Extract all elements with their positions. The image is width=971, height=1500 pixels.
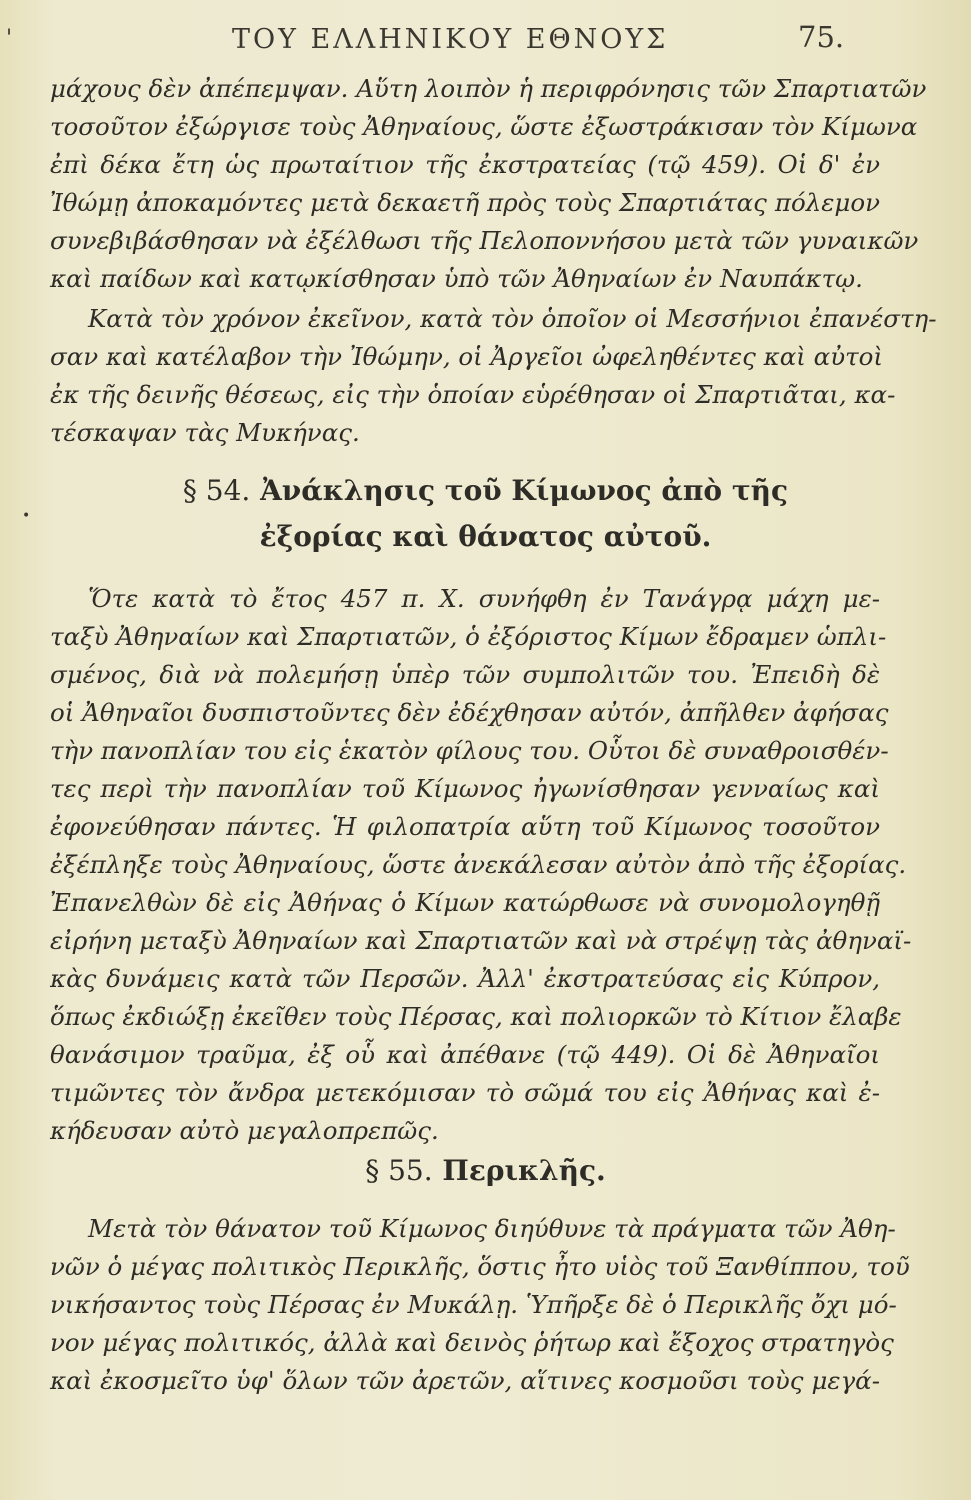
text-line: ὅπως ἐκδιώξῃ ἐκεῖθεν τοὺς Πέρσας, καὶ πολιορκῶν τὸ Κίτιον ἔλαβε (50, 1002, 902, 1031)
section-title: Περικλῆς. (442, 1154, 606, 1187)
text-line: νικήσαντος τοὺς Πέρσας ἐν Μυκάλῃ. Ὑπῆρξε δὲ ὁ Περικλῆς ὄχι μό- (50, 1290, 897, 1319)
text-line: θανάσιμον τραῦμα, ἐξ οὗ καὶ ἀπέθανε (τῷ 449). Οἱ δὲ Ἀθηναῖοι (50, 1040, 880, 1069)
text-line: τέσκαψαν τὰς Μυκήνας. (50, 418, 360, 447)
text-line: ἐφονεύθησαν πάντες. Ἡ φιλοπατρία αὕτη τοῦ Κίμωνος τοσοῦτον (50, 812, 880, 841)
text-line: συνεβιβάσθησαν νὰ ἐξέλθωσι τῆς Πελοποννήσου μετὰ τῶν γυναικῶν (50, 226, 919, 255)
text-line: Ἰθώμῃ ἀποκαμόντες μετὰ δεκαετῆ πρὸς τοὺς Σπαρτιάτας πόλεμον (50, 188, 880, 217)
running-head (0, 20, 971, 60)
text-line: σαν καὶ κατέλαβον τὴν Ἰθώμην, οἱ Ἀργεῖοι ὠφεληθέντες καὶ αὐτοὶ (50, 342, 884, 371)
text-line: τοσοῦτον ἐξώργισε τοὺς Ἀθηναίους, ὥστε ἐξωστράκισαν τὸν Κίμωνα (50, 112, 918, 141)
text-line: τες περὶ τὴν πανοπλίαν τοῦ Κίμωνος ἠγωνίσθησαν γενναίως καὶ (50, 774, 880, 803)
text-line: κὰς δυνάμεις κατὰ τῶν Περσῶν. Ἀλλ' ἐκστρατεύσας εἰς Κύπρον, (50, 964, 880, 993)
text-line: ἐκ τῆς δεινῆς θέσεως, εἰς τὴν ὁποίαν εὑρέθησαν οἱ Σπαρτιᾶται, κα- (50, 380, 896, 409)
text-line: τιμῶντες τὸν ἄνδρα μετεκόμισαν τὸ σῶμά του εἰς Ἀθήνας καὶ ἐ- (50, 1078, 880, 1107)
section-54-heading (0, 474, 971, 507)
running-title: ΤΟΥ ΕΛΛΗΝΙΚΟΥ ΕΘΝΟΥΣ (232, 24, 669, 55)
section-number: § 55. (365, 1154, 433, 1187)
text-line: νῶν ὁ μέγας πολιτικὸς Περικλῆς, ὅστις ἦτο υἱὸς τοῦ Ξανθίππου, τοῦ (50, 1252, 910, 1281)
margin-bullet-mark: • (22, 508, 31, 524)
text-line: εἰρήνη μεταξὺ Ἀθηναίων καὶ Σπαρτιατῶν καὶ νὰ στρέψῃ τὰς ἀθηναϊ- (50, 926, 912, 955)
section-number: § 54. (182, 474, 251, 507)
margin-tick-mark: ' (6, 26, 13, 51)
page-number: 75. (798, 20, 845, 54)
text-line: Ὅτε κατὰ τὸ ἔτος 457 π. Χ. συνήφθη ἐν Τανάγρᾳ μάχη με- (88, 584, 880, 613)
text-line: μάχους δὲν ἀπέπεμψαν. Αὕτη λοιπὸν ἡ περιφρόνησις τῶν Σπαρτιατῶν (50, 74, 927, 103)
text-line: καὶ παίδων καὶ κατῳκίσθησαν ὑπὸ τῶν Ἀθηναίων ἐν Ναυπάκτῳ. (50, 264, 863, 293)
text-line: νον μέγας πολιτικός, ἀλλὰ καὶ δεινὸς ῥήτωρ καὶ ἔξοχος στρατηγὸς (50, 1328, 894, 1357)
section-54-heading-line-2 (0, 520, 971, 553)
text-line: καὶ ἐκοσμεῖτο ὑφ' ὅλων τῶν ἀρετῶν, αἵτινες κοσμοῦσι τοὺς μεγά- (50, 1366, 880, 1395)
text-line: τὴν πανοπλίαν του εἰς ἑκατὸν φίλους του. Οὗτοι δὲ συναθροισθέν- (50, 736, 889, 765)
section-title: Ἀνάκλησις τοῦ Κίμωνος ἀπὸ τῆς (260, 474, 789, 507)
text-line: ἐξέπληξε τοὺς Ἀθηναίους, ὥστε ἀνεκάλεσαν αὐτὸν ἀπὸ τῆς ἐξορίας. (50, 850, 907, 879)
section-55-heading (0, 1154, 971, 1187)
text-line: ταξὺ Ἀθηναίων καὶ Σπαρτιατῶν, ὁ ἐξόριστος Κίμων ἔδραμεν ὡπλι- (50, 622, 887, 651)
text-line: οἱ Ἀθηναῖοι δυσπιστοῦντες δὲν ἐδέχθησαν αὐτόν, ἀπῆλθεν ἀφήσας (50, 698, 889, 727)
text-line: Κατὰ τὸν χρόνον ἐκεῖνον, κατὰ τὸν ὁποῖον οἱ Μεσσήνιοι ἐπανέστη- (88, 304, 937, 333)
text-line: σμένος, διὰ νὰ πολεμήσῃ ὑπὲρ τῶν συμπολιτῶν του. Ἐπειδὴ δὲ (50, 660, 880, 689)
text-line: ἐπὶ δέκα ἔτη ὡς πρωταίτιον τῆς ἐκστρατείας (τῷ 459). Οἱ δ' ἐν (50, 150, 880, 179)
text-line: κήδευσαν αὐτὸ μεγαλοπρεπῶς. (50, 1116, 439, 1145)
text-line: Μετὰ τὸν θάνατον τοῦ Κίμωνος διηύθυνε τὰ πράγματα τῶν Ἀθη- (88, 1214, 896, 1243)
text-line: Ἐπανελθὼν δὲ εἰς Ἀθήνας ὁ Κίμων κατώρθωσε νὰ συνομολογηθῇ (50, 888, 880, 917)
section-title-continued: ἐξορίας καὶ θάνατος αὐτοῦ. (259, 520, 712, 553)
